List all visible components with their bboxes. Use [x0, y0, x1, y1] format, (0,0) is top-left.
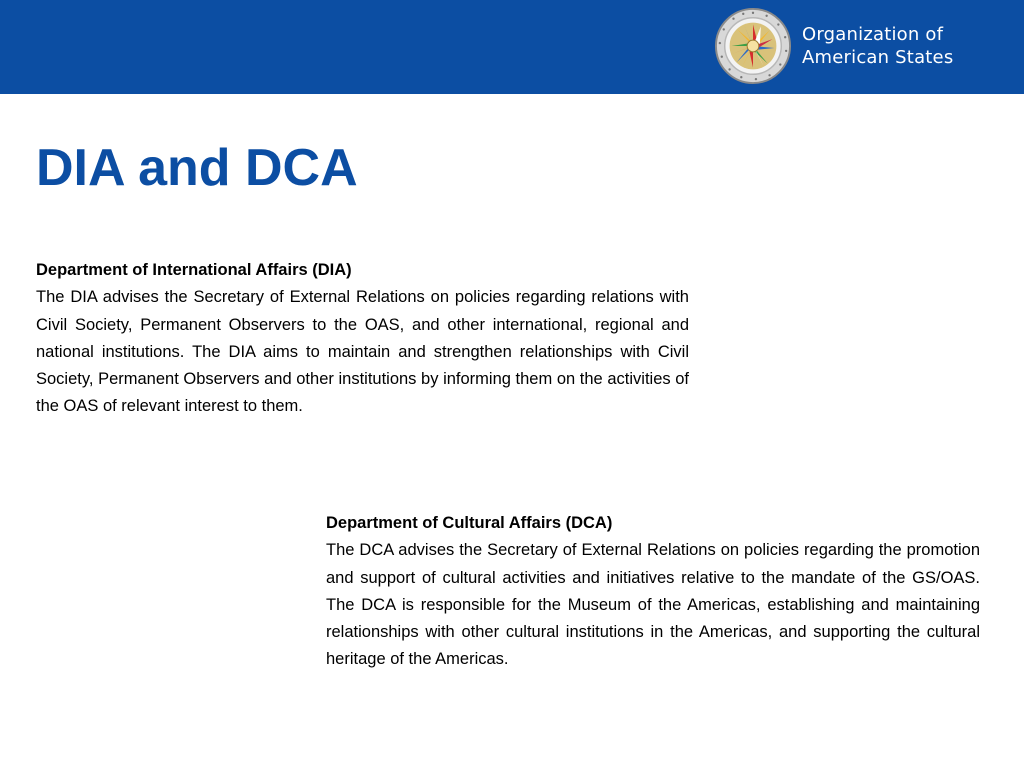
header-bar	[0, 0, 1024, 94]
oas-logo	[714, 7, 953, 85]
dia-section	[36, 257, 689, 421]
oas-seal-icon	[714, 7, 792, 85]
dca-description: The DCA advises the Secretary of External Relations on policies regarding the promotion and support of cultural activities and initiatives relative to the mandate of the GS/OAS. The DCA is responsible for the Museum of the Americas, establishing and maintaining relationships with other cultural institutions in the Americas, and supporting the cultural heritage of the Americas.	[326, 541, 980, 669]
dia-heading: Department of International Affairs (DIA)	[36, 261, 352, 279]
page-title: DIA and DCA	[36, 139, 358, 197]
organization-name	[802, 23, 953, 69]
dca-heading: Department of Cultural Affairs (DCA)	[326, 514, 613, 532]
organization-name-line-2: American States	[802, 47, 954, 68]
organization-name-line-1: Organization of	[802, 24, 944, 45]
dca-section	[326, 510, 980, 674]
dia-description: The DIA advises the Secretary of External Relations on policies regarding relations with Civil Society, Permanent Observers to the OAS, and other international, regional and national institutions. The DIA aims to maintain and strengthen relationships with Civil Society, Permanent Observers and other institutions by informing them on the activities of the OAS of relevant interest to them.	[36, 288, 689, 416]
